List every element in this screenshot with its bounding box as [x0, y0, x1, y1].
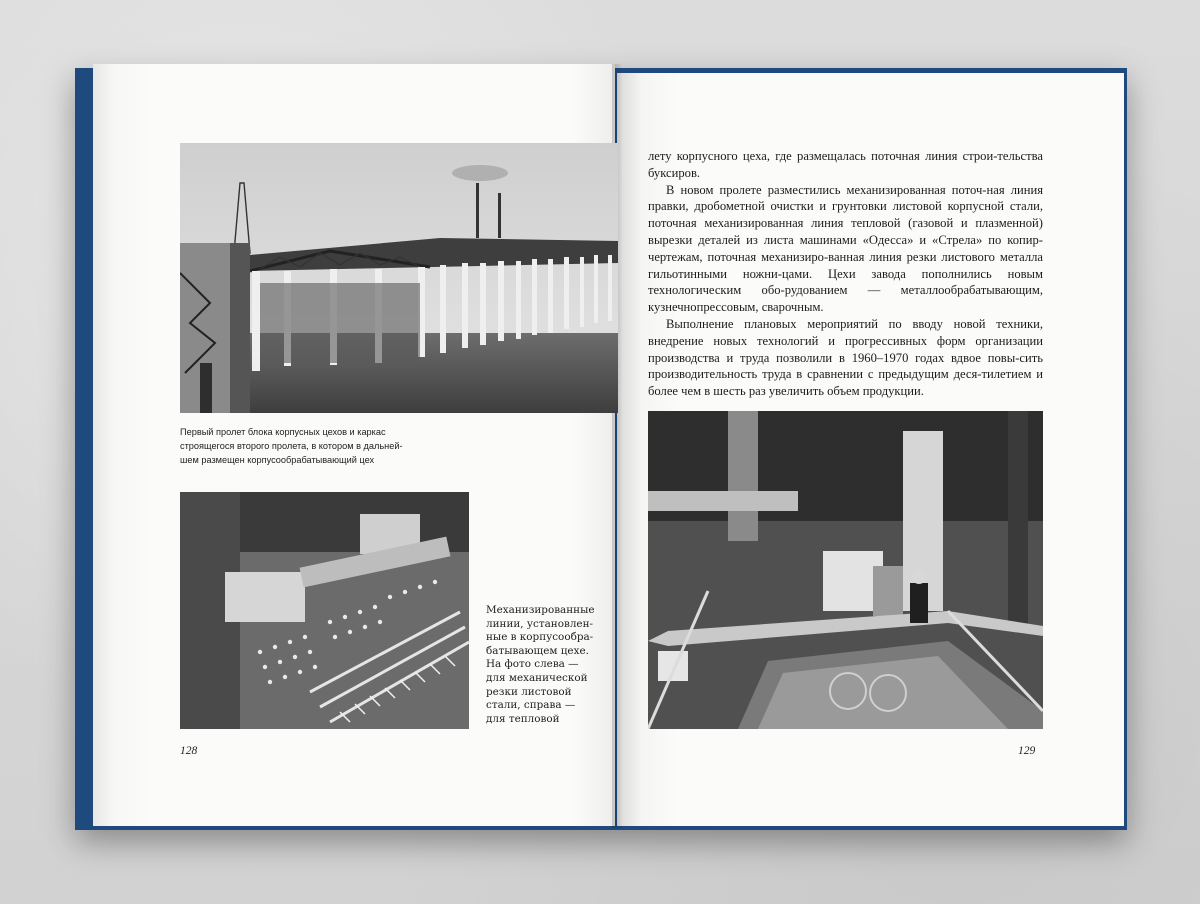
photo-cutting-machine	[648, 411, 1043, 729]
caption-mechanized-lines: Механизированные линии, установлен- ные в корпусообра- батывающем цехе. На фото слева — для механической резки листовой стали, справа — для тепловой	[486, 604, 595, 725]
page-number-left: 128	[180, 745, 198, 757]
paragraph-2: В новом пролете разместились механизированная поточ-ная линия правки, дробометной очистки и грунтовки листовой корпусной стали, поточная механизированная линия тепловой (газовой и плазменной) вырезки деталей из листа машинами «Одесса» и «Стрела» по копир-чертежам, поточная механизиро-ванная линия резки листового металла гильотинными ножни-цами. Цехи завода пополнились новым технологическим обо-рудованием — металлообрабатывающим, кузнечнопрессовым, сварочным.	[648, 182, 1043, 315]
page-number-right: 129	[1018, 745, 1036, 757]
body-text	[648, 148, 1043, 400]
paragraph-1: лету корпусного цеха, где размещалась поточная линия строи-тельства буксиров.	[648, 149, 1043, 180]
caption-workshop-construction: Первый пролет блока корпусных цехов и каркас строящегося второго пролета, в котором в дальней- шем размещен корпусообрабатывающий цех	[180, 427, 403, 465]
photo-mechanized-lines	[180, 492, 469, 729]
paragraph-3: Выполнение плановых мероприятий по вводу новой техники, внедрение новых технологий и прогрессивных форм организации производства и труда позволили в 1960–1970 годах вдвое повы-сить производительность труда в сравнении с предыдущим деся-тилетием и более чем в шесть раз увеличить объем продукции.	[648, 316, 1043, 399]
photo-workshop-construction	[180, 143, 618, 413]
